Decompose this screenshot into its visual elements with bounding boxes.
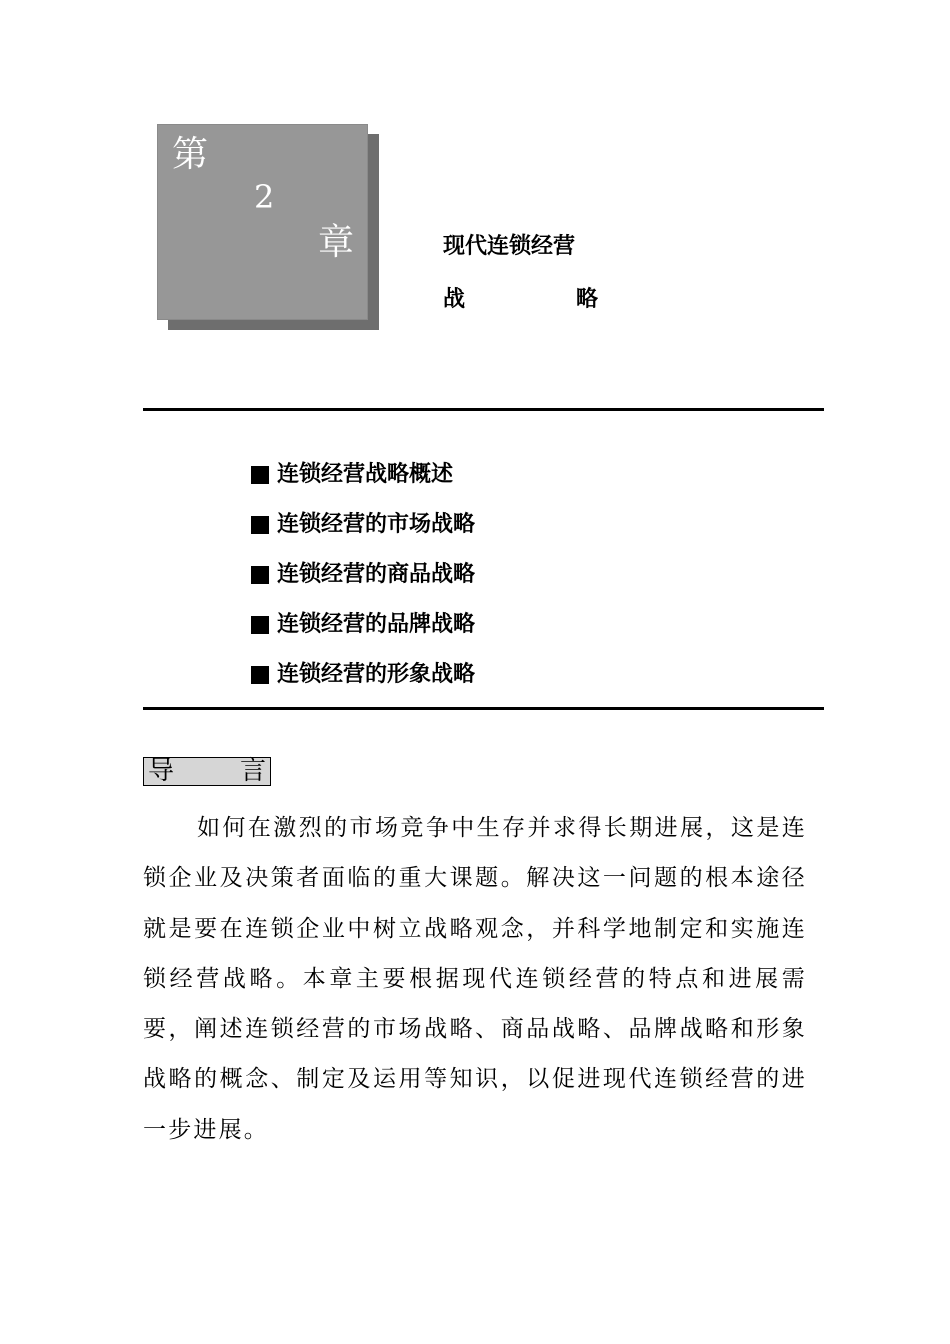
contents-item [251,511,475,561]
intro-heading [143,757,271,786]
chapter-label-last: 章 [318,222,355,263]
chapter-contents [251,461,475,711]
contents-item-label: 连锁经营战略概述 [277,462,454,487]
contents-item [251,561,475,611]
intro-heading-char-b: 言 [239,756,266,786]
divider-top [143,408,824,411]
chapter-title-second-line [443,289,598,311]
chapter-title-word-a: 战 [443,287,466,312]
divider-bottom [143,707,824,710]
chapter-title: 现代连锁经营 [443,234,576,259]
contents-item-label: 连锁经营的品牌战略 [277,612,476,637]
square-bullet-icon [251,466,269,484]
chapter-label-first: 第 [172,134,209,175]
chapter-badge [157,124,368,320]
square-bullet-icon [251,566,269,584]
square-bullet-icon [251,516,269,534]
chapter-title-word-b: 略 [575,287,598,312]
intro-paragraph: 如何在激烈的市场竞争中生存并求得长期进展，这是连锁企业及决策者面临的重大课题。解决这一问题的根本途径就是要在连锁企业中树立战略观念，并科学地制定和实施连锁经营战略。本章主要根据现代连锁经营的特点和进展需要，阐述连锁经营的市场战略、商品战略、品牌战略和形象战略的概念、制定及运用等知识，以促进现代连锁经营的进一步进展。 [143,815,807,1143]
contents-item [251,461,475,511]
contents-item-label: 连锁经营的形象战略 [277,662,476,687]
contents-item-label: 连锁经营的商品战略 [277,562,476,587]
chapter-number: 2 [254,178,275,216]
contents-item-label: 连锁经营的市场战略 [277,512,476,537]
contents-item [251,611,475,661]
square-bullet-icon [251,616,269,634]
square-bullet-icon [251,666,269,684]
intro-heading-char-a: 导 [148,756,175,786]
contents-item [251,661,475,711]
